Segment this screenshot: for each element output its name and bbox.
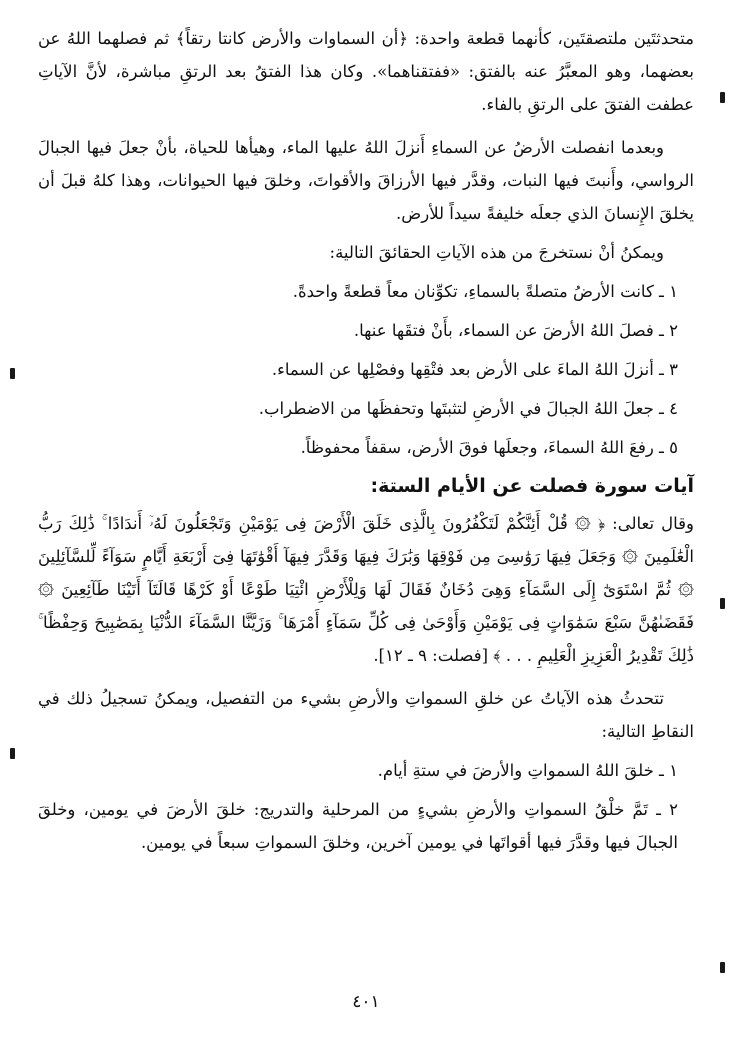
margin-mark-right-middle bbox=[720, 598, 725, 609]
fact-item-1: ١ ـ كانت الأرضُ متصلةً بالسماءِ، تكوِّنان معاً قطعةً واحدةً. bbox=[292, 282, 678, 301]
point-item-1: ١ ـ خلقَ اللهُ السمواتِ والأرضَ في ستةِ أيام. bbox=[377, 761, 678, 780]
section-heading: آيات سورة فصلت عن الأيام الستة: bbox=[370, 475, 694, 497]
fact-item-3: ٣ ـ أنزلَ اللهُ الماءَ على الأرض بعد فتْقِها وفصْلِها عن السماء. bbox=[271, 360, 678, 379]
margin-mark-left-bottom bbox=[10, 748, 15, 759]
verse-reference: [فصلت: ٩ ـ ١٢]. bbox=[373, 646, 494, 665]
point-item-2: ٢ ـ تَمَّ خلْقُ السمواتِ والأرضِ بشيءٍ من المرحلية والتدريج: خلقَ الأرضَ في يومين، وخلقَ الجبالَ فيها وقدَّرَ فيها أقواتَها في يومين آخرين، وخلقَ السمواتِ سبعاً في يومين. bbox=[38, 800, 678, 852]
verse-intro: وقال تعالى: bbox=[605, 514, 694, 533]
fact-item-2: ٢ ـ فصلَ اللهُ الأرضَ عن السماء، بأَنْ فتقَها عنها. bbox=[353, 321, 678, 340]
margin-mark-right-top bbox=[720, 92, 725, 103]
paragraph-sky-earth-joined: متحدثتَين ملتصقتَين، كأنهما قطعة واحدة: ﴿أن السماوات والأرض كانتا رتقاً﴾ ثم فصلهما اللهُ عن بعضهما، وهو المعبَّرُ عنه بالفتق: «ففتقناهما». وكان هذا الفتقُ بعد الرتقِ مباشرة، لأنَّ الآياتِ عطفت الفتقَ على الرتقِ بالفاء. bbox=[38, 29, 694, 114]
page-body bbox=[38, 22, 694, 859]
margin-mark-right-bottom bbox=[720, 962, 725, 973]
fact-item-5: ٥ ـ رفعَ اللهُ السماءَ، وجعلَها فوقَ الأرض، سقفاً محفوظاً. bbox=[300, 438, 678, 457]
page-number: ٤٠١ bbox=[352, 992, 380, 1012]
margin-mark-left-top bbox=[10, 368, 15, 379]
paragraph-earth-separated: وبعدما انفصلت الأرضُ عن السماءِ أَنزلَ اللهُ عليها الماء، وهيأها للحياة، بأنْ جعلَ فيها الجبالَ الرواسي، وأَنبتَ فيها النبات، وقدَّر فيها الأرزاقَ والأقواتَ، وخلقَ فيها الحيوانات، وهذا كلهُ قبلَ أن يخلقَ الإِنسانَ الذي جعلَه خليفةً سيداً للأرض. bbox=[38, 138, 694, 223]
quran-verse-block bbox=[38, 507, 694, 672]
verse-text: ﴿ ۞ قُلْ أَئِنَّكُمْ لَتَكْفُرُونَ بِالَّذِى خَلَقَ الْأَرْضَ فِى يَوْمَيْنِ وَتَجْعَلُونَ لَهُۥٓ أَندَادًا ۚ ذَٰلِكَ رَبُّ الْعَٰلَمِينَ ۞ وَجَعَلَ فِيهَا رَوَٰسِىَ مِن فَوْقِهَا وَبَٰرَكَ فِيهَا وَقَدَّرَ فِيهَآ أَقْوَٰتَهَا فِىٓ أَرْبَعَةِ أَيَّامٍ سَوَآءً لِّلسَّآئِلِينَ ۞ ثُمَّ اسْتَوَىٰٓ إِلَى السَّمَآءِ وَهِىَ دُخَانٌ فَقَالَ لَهَا وَلِلْأَرْضِ ائْتِيَا طَوْعًا أَوْ كَرْهًا قَالَتَآ أَتَيْنَا طَآئِعِينَ ۞ فَقَضَىٰهُنَّ سَبْعَ سَمَٰوَاتٍ فِى يَوْمَيْنِ وَأَوْحَىٰ فِى كُلِّ سَمَآءٍ أَمْرَهَا ۚ وَزَيَّنَّا السَّمَآءَ الدُّنْيَا بِمَصَٰبِيحَ وَحِفْظًا ۚ ذَٰلِكَ تَقْدِيرُ الْعَزِيزِ الْعَلِيمِ . . . ﴾ bbox=[38, 514, 694, 665]
fact-item-4: ٤ ـ جعلَ اللهُ الجبالَ في الأرضِ لتثبتَها وتحفظَها من الاضطراب. bbox=[258, 399, 678, 418]
paragraph-verses-discussion: تتحدثُ هذه الآياتُ عن خلقِ السمواتِ والأرضِ بشيء من التفصيل، ويمكنُ تسجيلُ ذلك في النقاطِ التالية: bbox=[38, 689, 694, 741]
paragraph-facts-intro: ويمكنُ أنْ نستخرجَ من هذه الآياتِ الحقائقَ التالية: bbox=[329, 243, 664, 262]
